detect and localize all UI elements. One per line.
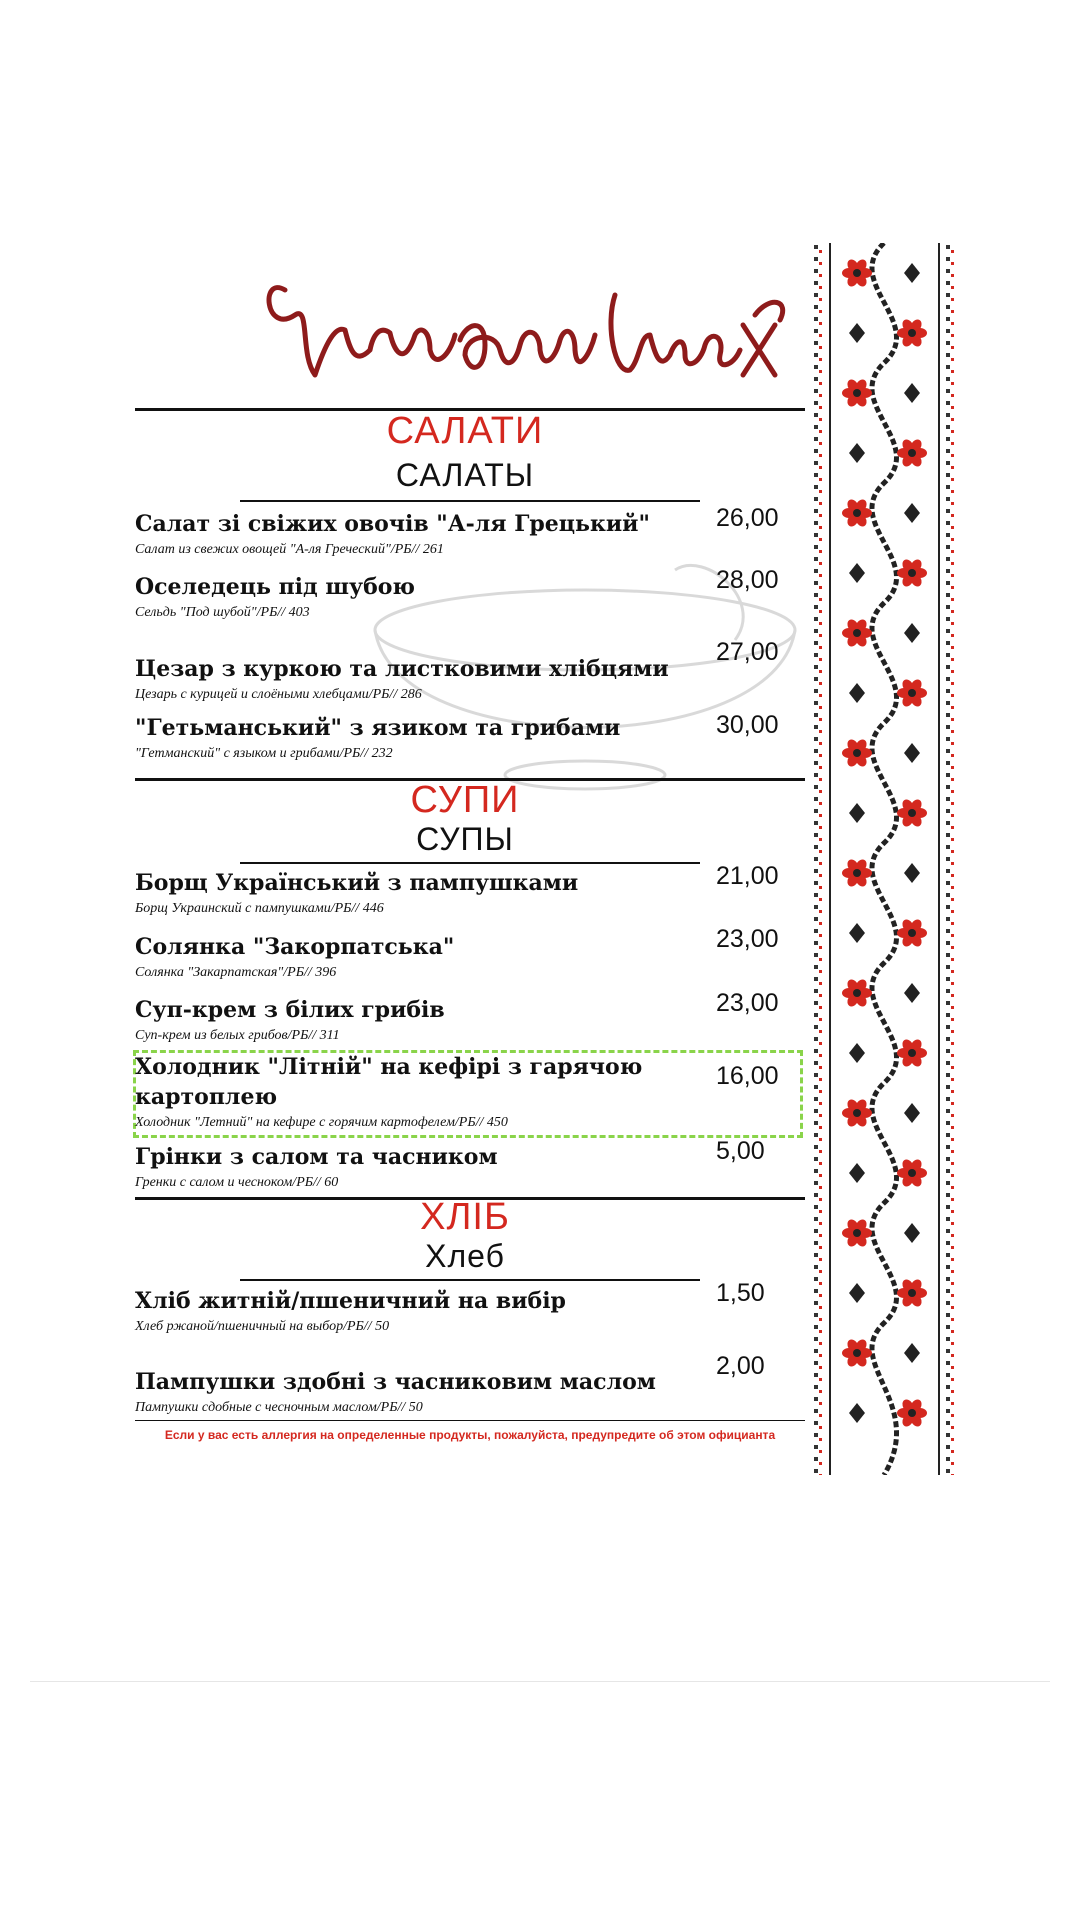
menu-item xyxy=(135,868,675,918)
item-price: 2,00 xyxy=(716,1352,765,1380)
embroidery-ornament xyxy=(812,243,957,1475)
item-description: Хлеб ржаной/пшеничный на выбор/РБ// 50 xyxy=(135,1319,390,1334)
item-description: Сельдь "Под шубой"/РБ// 403 xyxy=(135,605,310,620)
section-title-soups-ua: СУПИ xyxy=(410,779,520,821)
item-price: 26,00 xyxy=(716,504,779,532)
divider xyxy=(240,500,700,502)
item-price: 23,00 xyxy=(716,989,779,1017)
item-description: "Гетманский" с языком и грибами/РБ// 232 xyxy=(135,746,393,761)
item-name: Грінки з салом та часником xyxy=(135,1144,498,1170)
menu-item xyxy=(135,713,675,763)
restaurant-logo xyxy=(255,255,790,405)
item-name: Пампушки здобні з часниковим маслом xyxy=(135,1369,656,1395)
item-name: Холодник "Літній" на кефірі з гарячою картоплею xyxy=(135,1054,643,1110)
menu-item xyxy=(135,995,675,1045)
section-title-soups-ru: СУПЫ xyxy=(416,821,514,857)
item-description: Цезарь с курицей и слоёными хлебцами/РБ// 286 xyxy=(135,687,422,702)
item-price: 21,00 xyxy=(716,862,779,890)
item-name: Хліб житній/пшеничний на вибір xyxy=(135,1288,566,1314)
item-name: "Гетьманський" з язиком та грибами xyxy=(135,715,621,741)
item-description: Холодник "Летний" на кефире с горячим картофелем/РБ// 450 xyxy=(135,1115,508,1130)
menu-item xyxy=(135,509,675,559)
item-description: Гренки с салом и чесноком/РБ// 60 xyxy=(135,1175,339,1190)
menu-item xyxy=(135,1142,675,1192)
divider xyxy=(240,862,700,864)
item-price: 1,50 xyxy=(716,1279,765,1307)
logo-script-graphic xyxy=(255,255,790,405)
item-description: Пампушки сдобные с чесночным маслом/РБ// 50 xyxy=(135,1400,423,1415)
section-title-bread-ua: ХЛІБ xyxy=(420,1196,510,1238)
menu-item xyxy=(135,572,675,622)
page-bottom-rule xyxy=(30,1681,1050,1682)
item-price: 28,00 xyxy=(716,566,779,594)
section-title-salads-ru: САЛАТЫ xyxy=(395,457,535,493)
item-description: Борщ Украинский с пампушками/РБ// 446 xyxy=(135,901,384,916)
menu-item xyxy=(135,654,675,704)
item-price: 16,00 xyxy=(716,1062,779,1090)
item-name: Борщ Український з пампушками xyxy=(135,870,579,896)
item-name: Цезар з куркою та листковими хлібцями xyxy=(135,656,669,682)
item-description: Салат из свежих овощей "А-ля Греческий"/РБ// 261 xyxy=(135,542,444,557)
divider xyxy=(240,1279,700,1281)
item-price: 5,00 xyxy=(716,1137,765,1165)
section-title-salads-ua: САЛАТИ xyxy=(386,410,544,452)
item-price: 23,00 xyxy=(716,925,779,953)
allergy-note: Если у вас есть аллергия на определенные продукты, пожалуйста, предупредите об этом официанта xyxy=(164,1428,776,1442)
section-title-bread-ru: Хлеб xyxy=(425,1238,505,1274)
menu-item xyxy=(135,1367,675,1417)
item-description: Солянка "Закарпатская"/РБ// 396 xyxy=(135,965,337,980)
divider xyxy=(135,1420,805,1421)
item-name: Солянка "Закорпатська" xyxy=(135,934,455,960)
item-price: 27,00 xyxy=(716,638,779,666)
item-name: Суп-крем з білих грибів xyxy=(135,997,445,1023)
menu-item xyxy=(135,1286,675,1336)
item-price: 30,00 xyxy=(716,711,779,739)
item-description: Суп-крем из белых грибов/РБ// 311 xyxy=(135,1028,340,1043)
item-name: Салат зі свіжих овочів "А-ля Грецький" xyxy=(135,511,650,537)
menu-item xyxy=(135,932,675,982)
item-name: Оселедець під шубою xyxy=(135,574,415,600)
menu-item-highlighted xyxy=(135,1052,695,1132)
